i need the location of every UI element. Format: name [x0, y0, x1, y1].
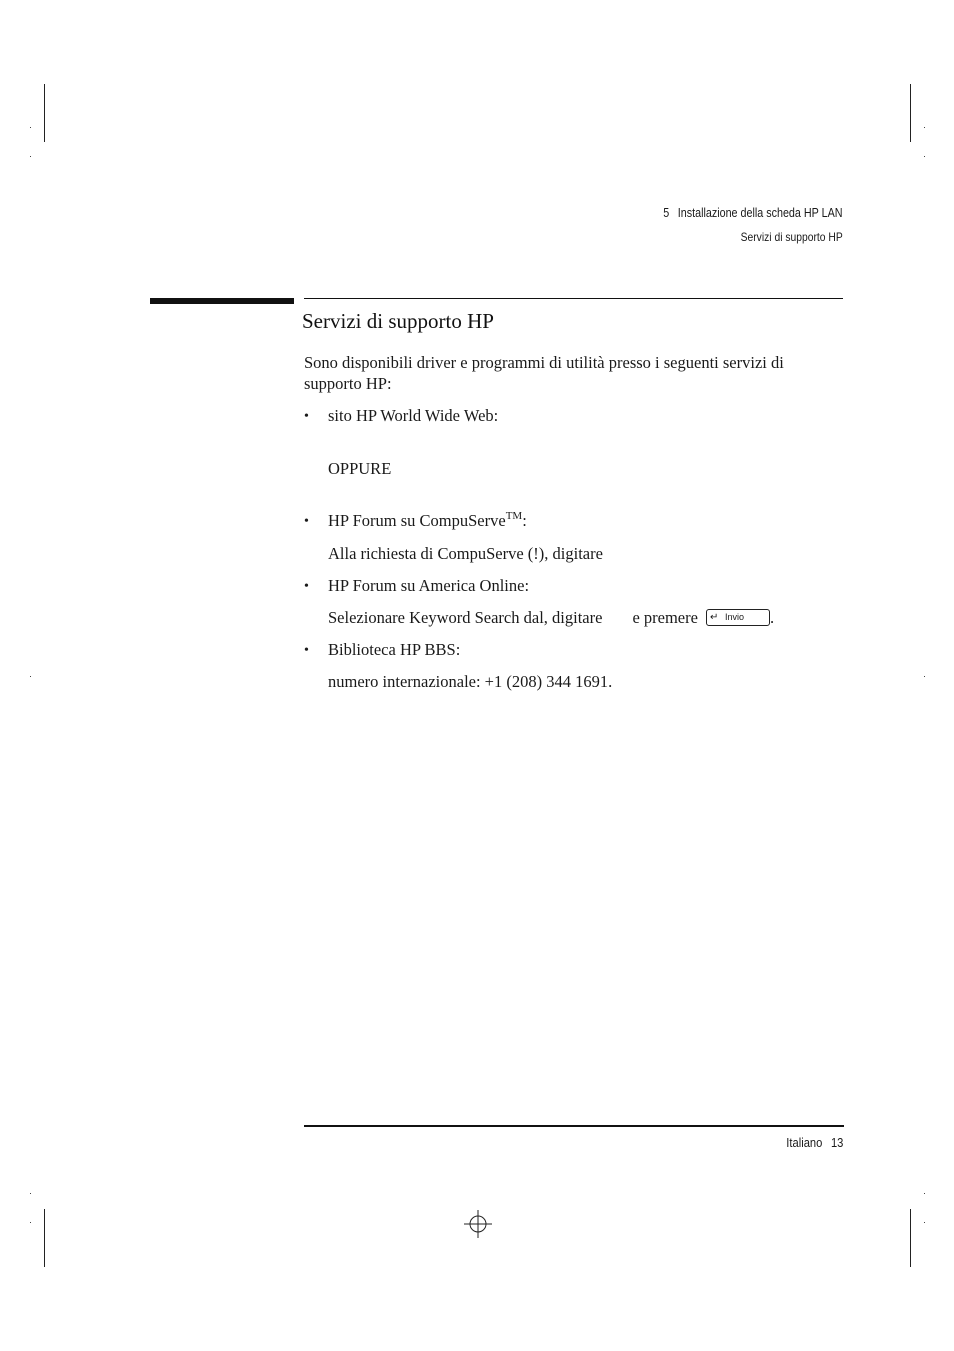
- footer-language: Italiano: [785, 1135, 822, 1150]
- item-bbs-label: Biblioteca HP BBS:: [328, 640, 461, 659]
- compuserve-label-text: HP Forum su CompuServe: [328, 511, 506, 530]
- crop-dot: [924, 1193, 925, 1194]
- item-compuserve-detail: Alla richiesta di CompuServe (!), digitare: [328, 544, 603, 563]
- crop-dot: [30, 1193, 31, 1194]
- trademark-mark: TM: [505, 510, 523, 522]
- crop-mark-top-right: [910, 84, 911, 142]
- footer-rule: [304, 1125, 844, 1127]
- running-header-chapter: [664, 206, 843, 220]
- item-web-or: OPPURE: [328, 459, 392, 478]
- crop-dot: [30, 156, 31, 157]
- crop-dot: [30, 127, 31, 128]
- crop-dot: [924, 127, 925, 128]
- enter-key-label: Invio: [724, 612, 744, 622]
- crop-dot: [924, 676, 925, 677]
- item-web-label: sito HP World Wide Web:: [328, 406, 499, 425]
- chapter-title: Installazione della scheda HP LAN: [678, 206, 843, 220]
- crop-dot: [924, 1222, 925, 1223]
- registration-mark-icon: [464, 1210, 492, 1238]
- crop-mark-top-left: [44, 84, 45, 142]
- enter-key-symbol: [706, 609, 770, 626]
- crop-dot: [30, 1222, 31, 1223]
- heading-thin-rule: [304, 298, 843, 299]
- chapter-number: 5: [663, 206, 670, 220]
- page-title: Servizi di supporto HP: [302, 309, 494, 333]
- item-aol-label: HP Forum su America Online:: [328, 576, 530, 595]
- aol-detail-after: e premere: [632, 608, 698, 627]
- item-aol-detail: [328, 607, 774, 628]
- crop-mark-bottom-right: [910, 1209, 911, 1267]
- heading-thick-rule: [150, 298, 294, 304]
- item-compuserve-label: [328, 510, 527, 531]
- item-bbs-detail: numero internazionale: +1 (208) 344 1691.: [328, 672, 613, 691]
- crop-dot: [924, 156, 925, 157]
- crop-mark-bottom-left: [44, 1209, 45, 1267]
- aol-detail-end: .: [769, 608, 775, 627]
- aol-detail-before: Selezionare Keyword Search dal, digitare: [328, 608, 603, 627]
- compuserve-colon: :: [522, 511, 527, 530]
- crop-dot: [30, 676, 31, 677]
- bullet-web: •: [304, 409, 309, 424]
- bullet-aol: •: [304, 579, 309, 594]
- page-footer: [786, 1135, 843, 1150]
- intro-paragraph: Sono disponibili driver e programmi di utilità presso i seguenti servizi di supporto HP:: [304, 353, 784, 393]
- bullet-compuserve: •: [304, 514, 309, 529]
- bullet-bbs: •: [304, 643, 309, 658]
- enter-arrow-icon: ↵: [709, 612, 719, 623]
- page-number: 13: [830, 1135, 843, 1150]
- running-header-section: Servizi di supporto HP: [740, 230, 843, 244]
